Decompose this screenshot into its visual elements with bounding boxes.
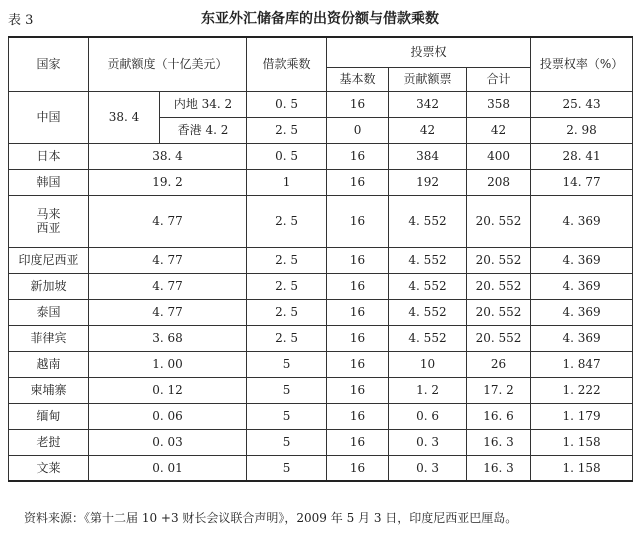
table-row bbox=[9, 273, 633, 299]
cell-rate: 4. 369 bbox=[531, 273, 633, 299]
cell-quota: 42 bbox=[389, 117, 467, 143]
cell-basic: 16 bbox=[327, 429, 389, 455]
cell-total: 16. 3 bbox=[467, 429, 531, 455]
cell-total: 20. 552 bbox=[467, 195, 531, 247]
cell-quota: 4. 552 bbox=[389, 299, 467, 325]
table-row bbox=[9, 299, 633, 325]
cell-country: 新加坡 bbox=[9, 273, 89, 299]
cell-multiplier: 5 bbox=[247, 429, 327, 455]
cell-rate: 4. 369 bbox=[531, 325, 633, 351]
cell-basic: 16 bbox=[327, 377, 389, 403]
cell-multiplier: 2. 5 bbox=[247, 325, 327, 351]
cell-quota: 384 bbox=[389, 143, 467, 169]
cell-multiplier: 2. 5 bbox=[247, 299, 327, 325]
header-multiplier: 借款乘数 bbox=[247, 37, 327, 91]
cell-country bbox=[9, 195, 89, 247]
cell-rate: 2. 98 bbox=[531, 117, 633, 143]
header-total: 合计 bbox=[467, 67, 531, 91]
cell-basic: 16 bbox=[327, 169, 389, 195]
cell-quota: 10 bbox=[389, 351, 467, 377]
header-rate: 投票权率（%） bbox=[531, 37, 633, 91]
table-row-china-mainland bbox=[9, 91, 633, 117]
cell-basic: 16 bbox=[327, 403, 389, 429]
cell-contribution: 4. 77 bbox=[89, 273, 247, 299]
cell-total: 400 bbox=[467, 143, 531, 169]
cell-rate: 1. 222 bbox=[531, 377, 633, 403]
cell-multiplier: 1 bbox=[247, 169, 327, 195]
cell-contribution: 4. 77 bbox=[89, 195, 247, 247]
cell-rate: 4. 369 bbox=[531, 195, 633, 247]
header-basic: 基本数 bbox=[327, 67, 389, 91]
cell-multiplier: 2. 5 bbox=[247, 273, 327, 299]
cell-sub-contribution: 香港 4. 2 bbox=[160, 117, 247, 143]
cell-rate: 25. 43 bbox=[531, 91, 633, 117]
cell-quota: 4. 552 bbox=[389, 247, 467, 273]
cell-contribution: 0. 12 bbox=[89, 377, 247, 403]
cell-country: 越南 bbox=[9, 351, 89, 377]
header-contribution: 贡献额度（十亿美元） bbox=[89, 37, 247, 91]
cell-country: 老挝 bbox=[9, 429, 89, 455]
cell-quota: 4. 552 bbox=[389, 195, 467, 247]
cell-basic: 16 bbox=[327, 351, 389, 377]
table-row bbox=[9, 429, 633, 455]
table-row bbox=[9, 455, 633, 481]
table-row bbox=[9, 169, 633, 195]
cell-basic: 0 bbox=[327, 117, 389, 143]
cell-rate: 28. 41 bbox=[531, 143, 633, 169]
header-voting: 投票权 bbox=[327, 37, 531, 67]
cell-country: 泰国 bbox=[9, 299, 89, 325]
cell-multiplier: 0. 5 bbox=[247, 143, 327, 169]
cell-rate: 4. 369 bbox=[531, 247, 633, 273]
cell-country-line: 马来 bbox=[36, 207, 61, 221]
cell-total: 16. 3 bbox=[467, 455, 531, 481]
cell-contribution: 0. 01 bbox=[89, 455, 247, 481]
table-label: 表 3 bbox=[8, 13, 34, 28]
cell-contribution: 1. 00 bbox=[89, 351, 247, 377]
cell-total: 17. 2 bbox=[467, 377, 531, 403]
cell-country: 文莱 bbox=[9, 455, 89, 481]
cell-multiplier: 2. 5 bbox=[247, 247, 327, 273]
cell-multiplier: 2. 5 bbox=[247, 117, 327, 143]
cell-contribution: 0. 06 bbox=[89, 403, 247, 429]
cell-sub-contribution: 内地 34. 2 bbox=[160, 91, 247, 117]
cell-basic: 16 bbox=[327, 143, 389, 169]
cell-quota: 1. 2 bbox=[389, 377, 467, 403]
cell-basic: 16 bbox=[327, 325, 389, 351]
table-row bbox=[9, 143, 633, 169]
cell-contribution: 0. 03 bbox=[89, 429, 247, 455]
cell-rate: 14. 77 bbox=[531, 169, 633, 195]
cell-total: 42 bbox=[467, 117, 531, 143]
cell-multiplier: 5 bbox=[247, 377, 327, 403]
cell-country: 中国 bbox=[9, 91, 89, 143]
cell-basic: 16 bbox=[327, 195, 389, 247]
cell-quota: 0. 6 bbox=[389, 403, 467, 429]
cell-multiplier: 2. 5 bbox=[247, 195, 327, 247]
cell-country-line: 西亚 bbox=[36, 221, 61, 235]
cell-total: 20. 552 bbox=[467, 273, 531, 299]
cell-country: 菲律宾 bbox=[9, 325, 89, 351]
cell-rate: 1. 158 bbox=[531, 429, 633, 455]
cell-country: 缅甸 bbox=[9, 403, 89, 429]
cell-total: 20. 552 bbox=[467, 325, 531, 351]
cell-basic: 16 bbox=[327, 273, 389, 299]
cell-total: 20. 552 bbox=[467, 299, 531, 325]
cell-basic: 16 bbox=[327, 299, 389, 325]
table-title: 东亚外汇储备库的出资份额与借款乘数 bbox=[201, 11, 439, 27]
cell-multiplier: 5 bbox=[247, 455, 327, 481]
cell-total: 358 bbox=[467, 91, 531, 117]
cell-contribution: 3. 68 bbox=[89, 325, 247, 351]
cell-rate: 1. 158 bbox=[531, 455, 633, 481]
cell-quota: 4. 552 bbox=[389, 273, 467, 299]
cell-total: 20. 552 bbox=[467, 247, 531, 273]
cell-basic: 16 bbox=[327, 247, 389, 273]
table-row bbox=[9, 351, 633, 377]
cell-country: 印度尼西亚 bbox=[9, 247, 89, 273]
source-note: 资料来源：《第十二届 10 +3 财长会议联合声明》，2009 年 5 月 3 日，印度尼西亚巴厘岛。 bbox=[24, 511, 518, 525]
cell-contribution: 38. 4 bbox=[89, 143, 247, 169]
header-country: 国家 bbox=[9, 37, 89, 91]
data-table bbox=[8, 36, 633, 482]
cell-total: 26 bbox=[467, 351, 531, 377]
table-caption bbox=[0, 0, 640, 36]
cell-total: 208 bbox=[467, 169, 531, 195]
table-row bbox=[9, 325, 633, 351]
table-row bbox=[9, 403, 633, 429]
cell-country: 韩国 bbox=[9, 169, 89, 195]
cell-contribution: 19. 2 bbox=[89, 169, 247, 195]
cell-quota: 4. 552 bbox=[389, 325, 467, 351]
cell-country: 日本 bbox=[9, 143, 89, 169]
header-quota: 贡献额票 bbox=[389, 67, 467, 91]
cell-quota: 0. 3 bbox=[389, 455, 467, 481]
cell-country: 柬埔寨 bbox=[9, 377, 89, 403]
cell-basic: 16 bbox=[327, 455, 389, 481]
cell-contribution: 38. 4 bbox=[89, 91, 160, 143]
cell-quota: 192 bbox=[389, 169, 467, 195]
cell-multiplier: 5 bbox=[247, 351, 327, 377]
table-row bbox=[9, 195, 633, 247]
cell-quota: 0. 3 bbox=[389, 429, 467, 455]
cell-total: 16. 6 bbox=[467, 403, 531, 429]
table-row bbox=[9, 377, 633, 403]
cell-basic: 16 bbox=[327, 91, 389, 117]
cell-rate: 1. 179 bbox=[531, 403, 633, 429]
cell-multiplier: 0. 5 bbox=[247, 91, 327, 117]
cell-rate: 1. 847 bbox=[531, 351, 633, 377]
cell-rate: 4. 369 bbox=[531, 299, 633, 325]
cell-quota: 342 bbox=[389, 91, 467, 117]
cell-contribution: 4. 77 bbox=[89, 299, 247, 325]
table-row bbox=[9, 247, 633, 273]
cell-multiplier: 5 bbox=[247, 403, 327, 429]
cell-contribution: 4. 77 bbox=[89, 247, 247, 273]
